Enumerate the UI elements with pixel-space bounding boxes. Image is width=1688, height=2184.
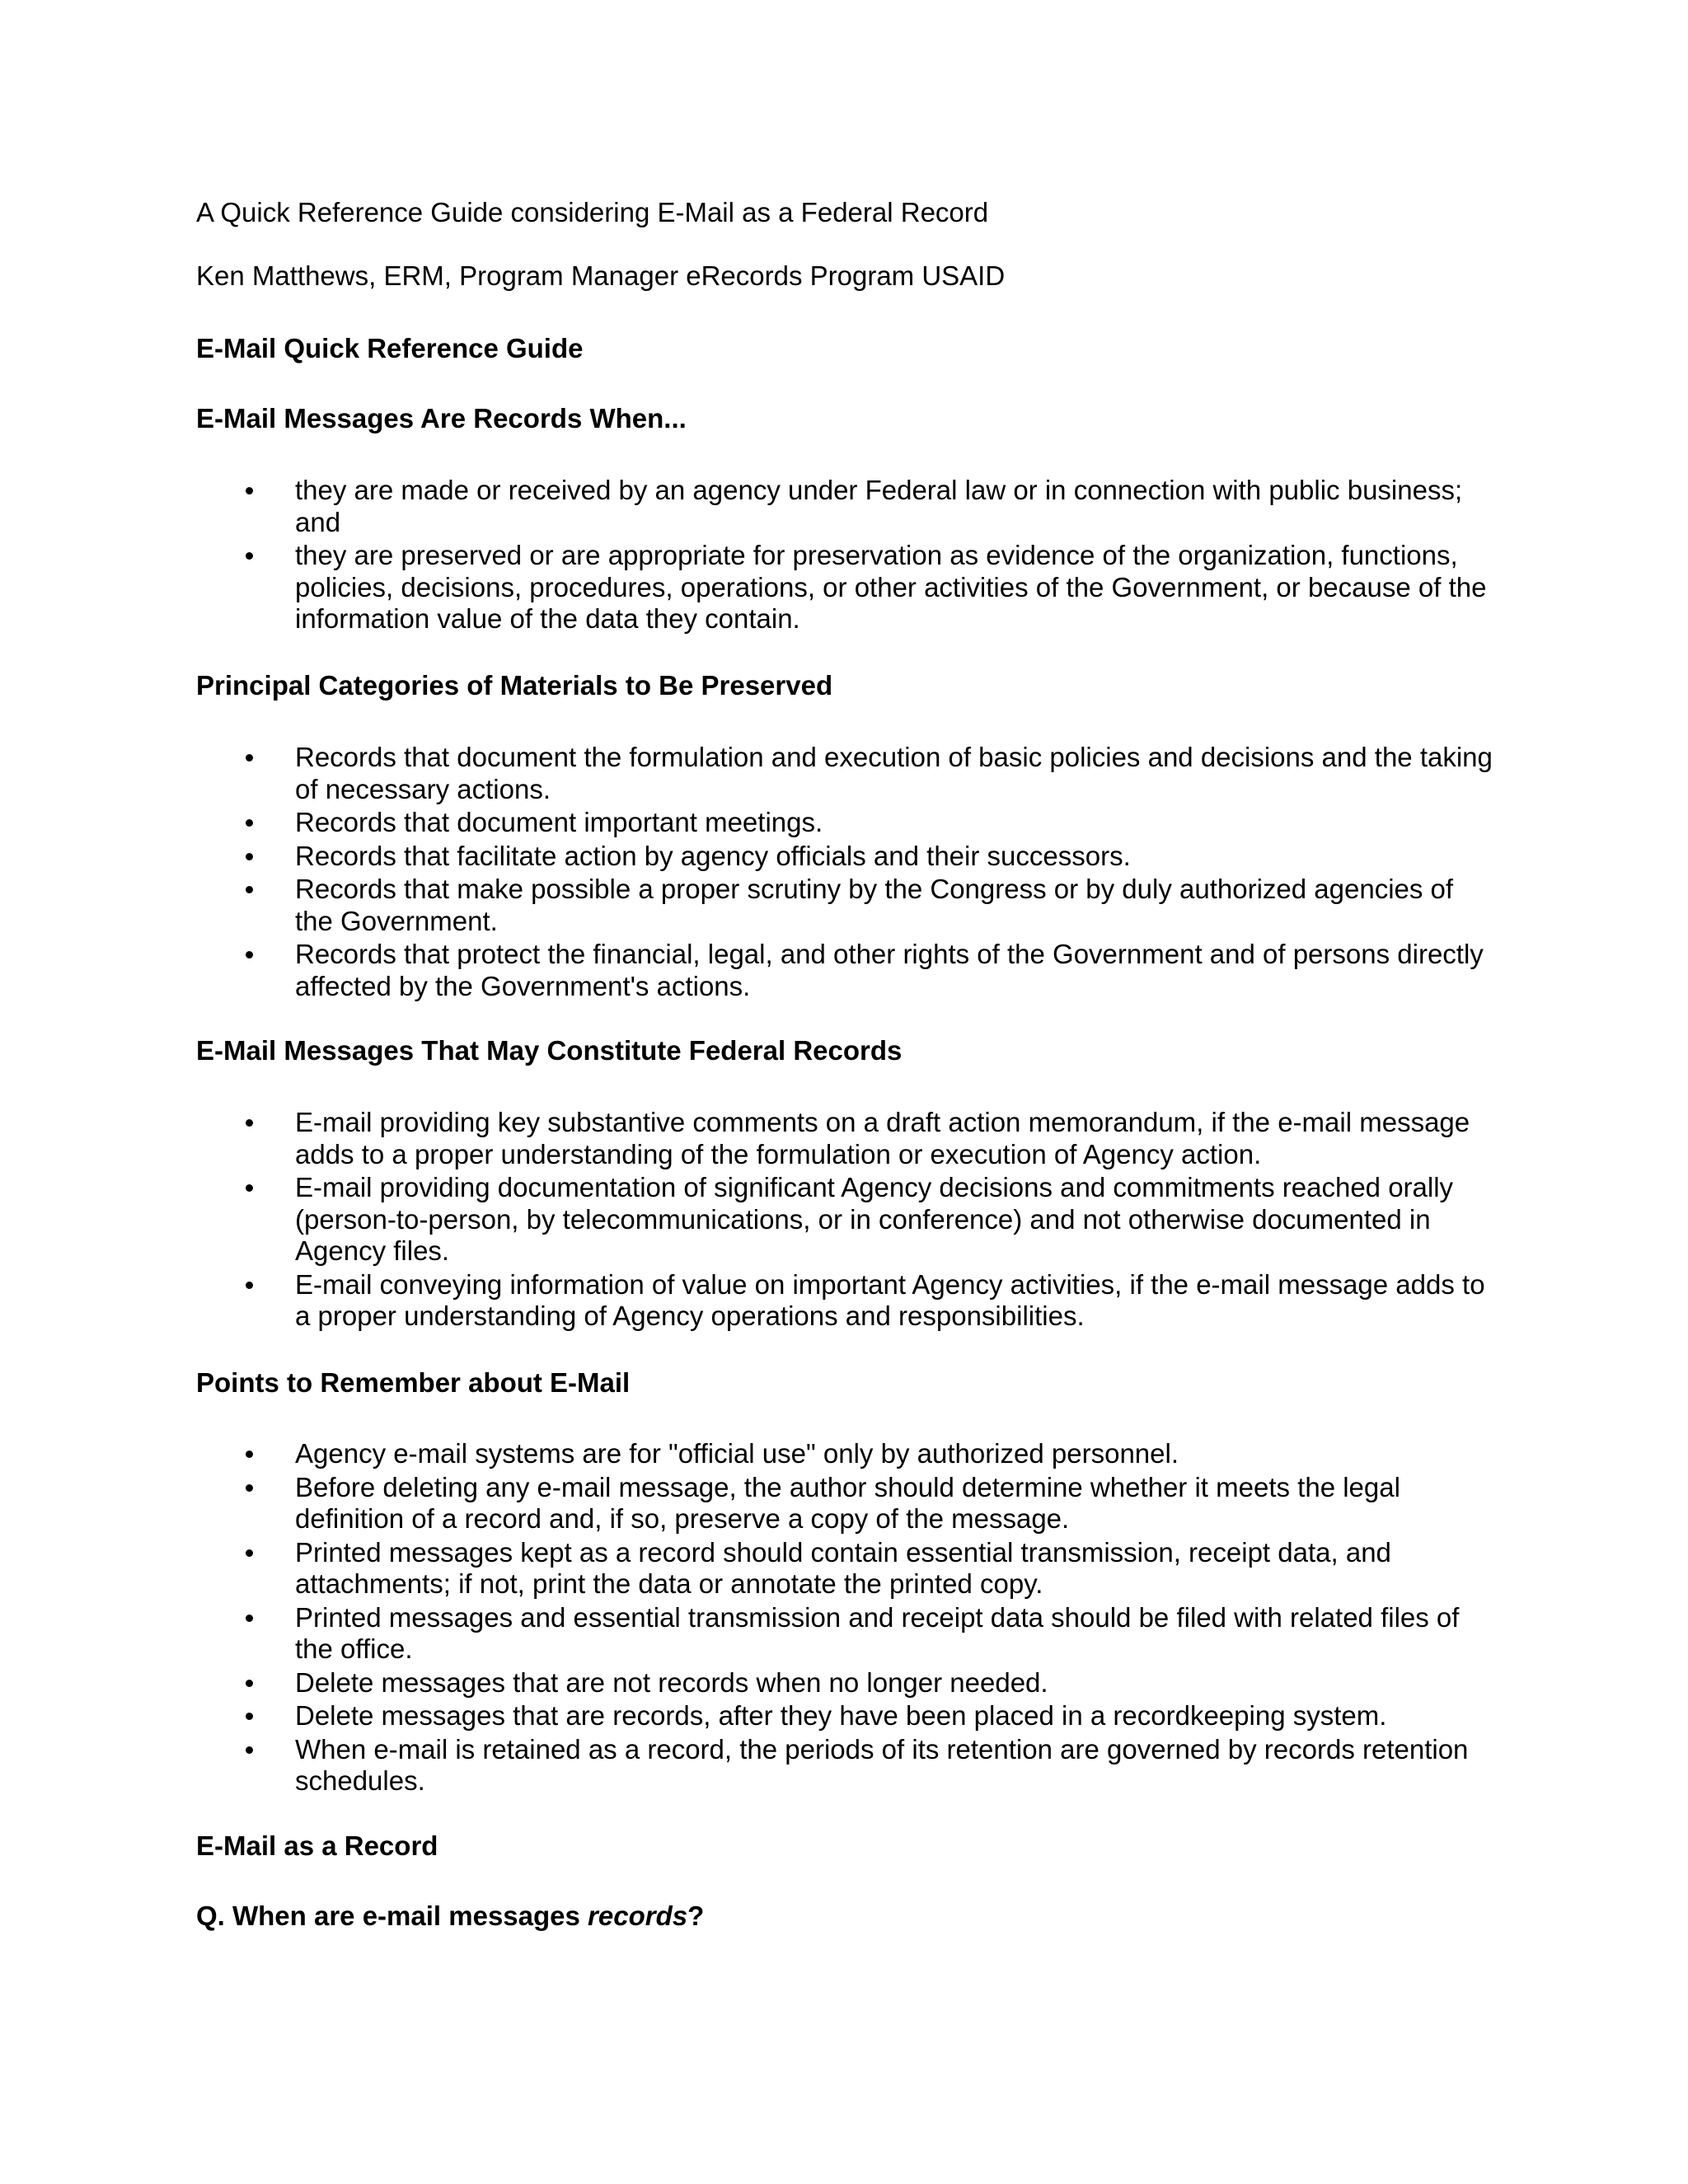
bullet-icon [246,886,253,893]
bullet-icon [246,1282,253,1289]
bullet-icon [246,1746,253,1754]
bullet-icon [246,853,253,860]
section-heading-may-constitute: E-Mail Messages That May Constitute Federal Records [196,1035,903,1066]
bullet-icon [246,1615,253,1622]
bullet-icon [246,1680,253,1687]
list-may-constitute [196,1107,1498,1334]
bullet-icon [246,487,253,494]
bullet-icon [246,1451,253,1458]
list-item-text: they are made or received by an agency under Federal law or in connection with public business; and [295,475,1463,537]
list-item [196,807,1498,839]
bullet-icon [246,754,253,762]
list-item-text: Records that document the formulation and execution of basic policies and decisions and the taking of necessary actions. [295,742,1493,804]
question-prefix: Q. When are e-mail messages [196,1900,588,1931]
list-item-text: Printed messages and essential transmission and receipt data should be filed with related files of the office. [295,1601,1460,1664]
list-points-to-remember [196,1438,1498,1799]
main-heading: E-Mail Quick Reference Guide [196,333,584,363]
list-item [196,1172,1498,1268]
list-item [196,841,1498,873]
list-item-text: Delete messages that are records, after they have been placed in a recordkeeping system. [295,1700,1387,1731]
list-item [196,540,1498,635]
list-item [196,939,1498,1002]
list-records-when [196,475,1498,637]
list-principal-categories [196,742,1498,1004]
section-heading-principal-categories: Principal Categories of Materials to Be Preserved [196,670,833,701]
section-heading-points-to-remember: Points to Remember about E-Mail [196,1367,631,1398]
list-item-text: they are preserved or are appropriate for preservation as evidence of the organization, functions, policies, decisions, procedures, operations, or other activities of the Government, or because of the information value of the data they contain. [295,540,1487,634]
list-item-text: E-mail providing documentation of significant Agency decisions and commitments reached orally (person-to-person, by telecommunications, or in conference) and not otherwise documented in Agency files. [295,1172,1454,1266]
list-item [196,475,1498,538]
question-heading [196,1900,704,1932]
list-item-text: Records that make possible a proper scrutiny by the Congress or by duly authorized agencies of the Government. [295,874,1454,936]
list-item-text: Printed messages kept as a record should contain essential transmission, receipt data, and attachments; if not, print the data or annotate the printed copy. [295,1536,1391,1599]
list-item-text: Before deleting any e-mail message, the author should determine whether it meets the legal definition of a record and, if so, preserve a copy of the message. [295,1471,1400,1534]
author-line: Ken Matthews, ERM, Program Manager eRecords Program USAID [196,260,1006,291]
bullet-icon [246,1184,253,1192]
list-item-text: When e-mail is retained as a record, the periods of its retention are governed by records retention schedules. [295,1733,1469,1796]
document-title: A Quick Reference Guide considering E-Mail as a Federal Record [196,197,989,227]
section-heading-records-when: E-Mail Messages Are Records When... [196,403,687,434]
bullet-icon [246,951,253,958]
list-item-text: Records that facilitate action by agency officials and their successors. [295,840,1131,871]
list-item-text: Agency e-mail systems are for "official use" only by authorized personnel. [295,1438,1179,1469]
list-item [196,1269,1498,1333]
bullet-icon [246,1549,253,1557]
record-heading: E-Mail as a Record [196,1830,438,1861]
bullet-icon [246,1119,253,1127]
list-item [196,874,1498,937]
question-italic: records [588,1900,688,1931]
list-item-text: E-mail providing key substantive comments on a draft action memorandum, if the e-mail message adds to a proper understanding of the formulation or execution of Agency action. [295,1107,1470,1169]
list-item [196,1537,1498,1601]
list-item [196,1667,1498,1699]
list-item-text: Records that document important meetings. [295,807,823,837]
list-item [196,1438,1498,1470]
list-item [196,1107,1498,1170]
list-item-text: Delete messages that are not records when no longer needed. [295,1666,1048,1698]
list-item [196,1700,1498,1732]
list-item [196,1734,1498,1797]
list-item [196,1602,1498,1666]
list-item [196,742,1498,805]
bullet-icon [246,1484,253,1492]
list-item-text: E-mail conveying information of value on important Agency activities, if the e-mail message adds to a proper understanding of Agency operations and responsibilities. [295,1268,1485,1331]
bullet-icon [246,819,253,827]
question-suffix: ? [687,1900,705,1931]
bullet-icon [246,552,253,560]
list-item [196,1472,1498,1535]
bullet-icon [246,1713,253,1720]
list-item-text: Records that protect the financial, legal, and other rights of the Government and of persons directly affected by the Government's actions. [295,939,1484,1001]
